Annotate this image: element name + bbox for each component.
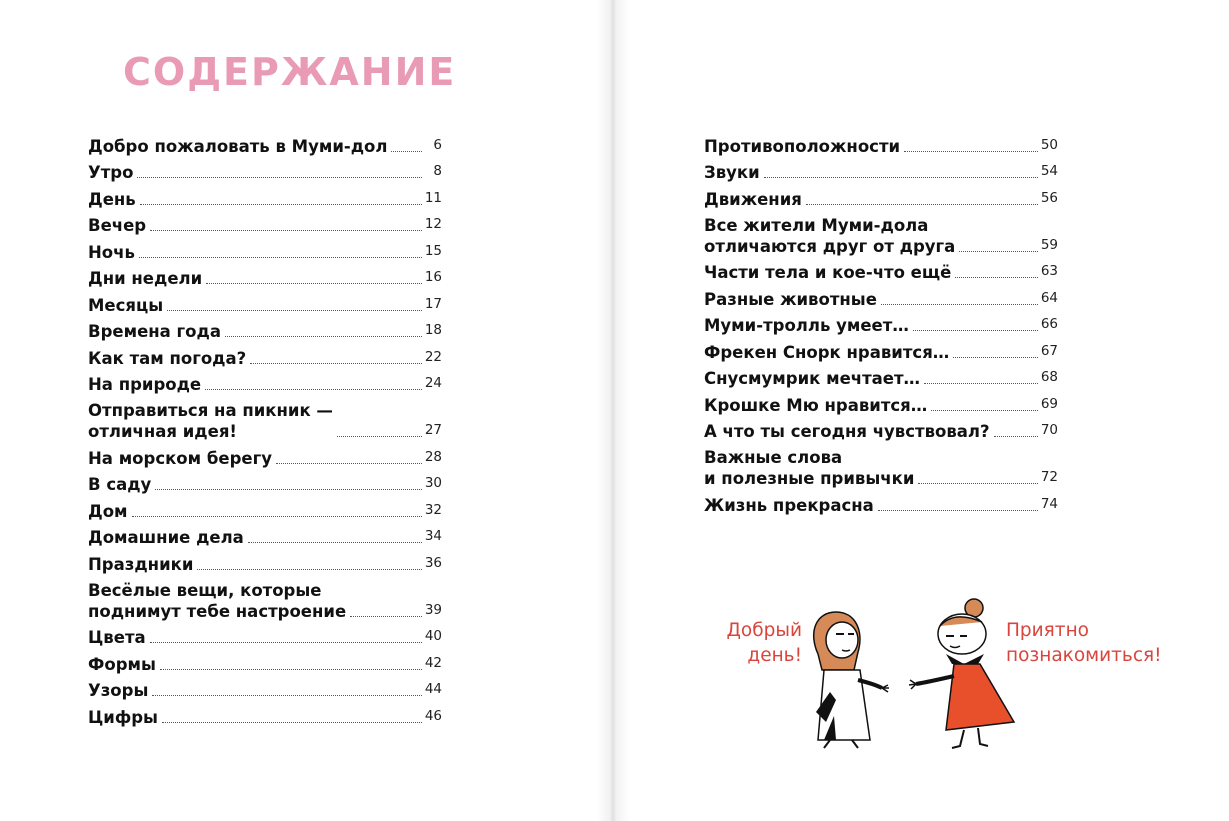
toc-entry-title: Снусмумрик мечтает… [704, 369, 921, 388]
toc-entry [88, 648, 442, 675]
toc-entry [88, 157, 442, 184]
toc-entry-title: Важные слова и полезные привычки [704, 448, 915, 488]
toc-entry [704, 336, 1058, 363]
toc-entry [88, 495, 442, 522]
toc-page-number: 69 [1040, 395, 1058, 412]
toc-page-number: 66 [1040, 316, 1058, 332]
toc-page-number: 36 [424, 554, 442, 571]
toc-entry [704, 489, 1058, 516]
toc-entry-title: Цвета [88, 628, 146, 647]
toc-entry-title: Части тела и кое-что ещё [704, 263, 952, 282]
toc-entry [704, 416, 1058, 443]
toc-entry-title: Времена года [88, 322, 221, 341]
toc-dot-leader [167, 309, 422, 311]
toc-entry-title: Все жители Муми-дола отличаются друг от друга [704, 215, 956, 256]
toc-entry [704, 283, 1058, 310]
toc-entry [88, 469, 442, 496]
toc-list-right [704, 130, 1058, 516]
toc-dot-leader [162, 721, 422, 723]
page-title: СОДЕРЖАНИЕ [123, 50, 457, 94]
toc-dot-leader [206, 282, 422, 284]
toc-entry [88, 522, 442, 549]
toc-entry [704, 257, 1058, 284]
toc-dot-leader [152, 694, 422, 696]
toc-entry-title: Жизнь прекрасна [704, 495, 874, 515]
toc-entry [704, 442, 1058, 489]
toc-page-number: 18 [424, 322, 442, 338]
toc-entry [88, 263, 442, 290]
toc-page-number: 15 [424, 242, 442, 259]
toc-page-number: 74 [1040, 495, 1058, 512]
speech-good-day: Добрый день! [726, 620, 802, 666]
toc-entry [88, 316, 442, 343]
toc-dot-leader [150, 641, 422, 643]
toc-page-number: 22 [424, 348, 442, 365]
toc-entry-title: Противоположности [704, 136, 901, 156]
toc-page-number: 11 [424, 189, 442, 206]
toc-dot-leader [994, 435, 1038, 437]
toc-entry-title: Звуки [704, 163, 760, 182]
toc-dot-leader [350, 615, 422, 617]
toc-entry-title: Домашние дела [88, 528, 244, 547]
toc-entry-title: Формы [88, 654, 156, 674]
toc-dot-leader [878, 509, 1038, 511]
toc-dot-leader [806, 203, 1038, 205]
toc-entry [88, 622, 442, 649]
toc-entry-title: Фрекен Снорк нравится… [704, 342, 950, 362]
toc-entry-title: На морском берегу [88, 448, 272, 468]
toc-dot-leader [150, 229, 422, 231]
toc-entry-title: Отправиться на пикник — отличная идея! [88, 401, 333, 441]
toc-entry-title: Добро пожаловать в Муми-дол [88, 136, 388, 156]
toc-page-number: 6 [433, 136, 442, 153]
toc-dot-leader [881, 303, 1038, 305]
toc-page-number: 27 [424, 422, 442, 438]
toc-page-number: 54 [1040, 163, 1058, 179]
toc-page-number: 56 [1040, 189, 1058, 206]
toc-page-number: 50 [1040, 136, 1058, 153]
toc-dot-leader [764, 176, 1038, 178]
toc-entry-title: Движения [704, 189, 802, 209]
toc-page-number: 68 [1040, 369, 1058, 385]
toc-entry-title: Дни недели [88, 269, 203, 288]
toc-entry-title: В саду [88, 475, 152, 494]
toc-page-number: 64 [1040, 289, 1058, 306]
toc-entry-title: Крошке Мю нравится… [704, 395, 928, 415]
toc-entry-title: А что ты сегодня чувствовал? [704, 422, 990, 441]
toc-page-number: 46 [424, 707, 442, 724]
toc-entry [88, 369, 442, 396]
toc-dot-leader [913, 329, 1038, 331]
toc-entry [88, 675, 442, 702]
toc-dot-leader [953, 356, 1038, 358]
toc-dot-leader [205, 388, 422, 390]
toc-entry [88, 289, 442, 316]
toc-entry [704, 363, 1058, 390]
toc-dot-leader [250, 362, 422, 364]
toc-dot-leader [391, 150, 422, 152]
toc-entry [88, 130, 442, 157]
little-my [909, 599, 1014, 748]
toc-entry-title: Вечер [88, 216, 147, 235]
toc-entry-title: Утро [88, 163, 134, 182]
toc-entry [704, 130, 1058, 157]
toc-entry [704, 210, 1058, 257]
toc-entry-title: Месяцы [88, 295, 164, 315]
toc-entry-title: Узоры [88, 681, 149, 700]
toc-entry-title: День [88, 189, 136, 209]
toc-entry-title: Разные животные [704, 289, 877, 309]
toc-page-number: 44 [424, 681, 442, 697]
toc-entry [88, 548, 442, 575]
toc-dot-leader [931, 409, 1038, 411]
toc-entry [88, 395, 442, 442]
toc-entry [88, 701, 442, 728]
toc-list-left [88, 130, 442, 728]
toc-dot-leader [137, 176, 422, 178]
toc-entry [88, 575, 442, 622]
characters-illustration [778, 592, 1018, 752]
toc-dot-leader [225, 335, 422, 337]
toc-page-number: 12 [424, 216, 442, 232]
left-page [0, 0, 612, 821]
toc-entry [704, 157, 1058, 184]
toc-page-number: 16 [424, 269, 442, 285]
toc-dot-leader [160, 668, 422, 670]
toc-entry-title: Праздники [88, 554, 194, 574]
toc-dot-leader [139, 256, 422, 258]
toc-page-number: 28 [424, 448, 442, 465]
toc-page-number: 32 [424, 501, 442, 518]
toc-page-number: 42 [424, 654, 442, 671]
toc-entry [88, 442, 442, 469]
toc-dot-leader [276, 462, 422, 464]
toc-entry-title: Муми-тролль умеет… [704, 316, 909, 335]
toc-page-number: 30 [424, 475, 442, 491]
toc-entry [704, 310, 1058, 337]
toc-dot-leader [924, 382, 1038, 384]
girl-white-dress [814, 612, 889, 748]
toc-page-number: 59 [1040, 236, 1058, 253]
speech-nice-to-meet: Приятно познакомиться! [1006, 620, 1162, 666]
toc-entry [704, 183, 1058, 210]
toc-entry-title: Цифры [88, 707, 158, 727]
toc-entry [88, 342, 442, 369]
toc-entry [704, 389, 1058, 416]
toc-page-number: 67 [1040, 342, 1058, 359]
toc-dot-leader [918, 482, 1038, 484]
toc-entry-title: Дом [88, 501, 128, 521]
toc-entry-title: Ночь [88, 242, 135, 262]
toc-dot-leader [132, 515, 422, 517]
toc-dot-leader [248, 541, 422, 543]
toc-page-number: 34 [424, 528, 442, 544]
toc-entry-title: На природе [88, 375, 202, 394]
toc-dot-leader [197, 568, 422, 570]
toc-entry [88, 236, 442, 263]
toc-dot-leader [140, 203, 422, 205]
toc-page-number: 40 [424, 628, 442, 644]
toc-page-number: 17 [424, 295, 442, 312]
toc-dot-leader [955, 276, 1038, 278]
toc-page-number: 70 [1040, 422, 1058, 438]
toc-dot-leader [904, 150, 1038, 152]
toc-dot-leader [155, 488, 422, 490]
toc-entry-title: Как там погода? [88, 348, 247, 368]
toc-dot-leader [337, 435, 422, 437]
toc-page-number: 72 [1040, 469, 1058, 485]
toc-page-number: 24 [424, 375, 442, 391]
toc-page-number: 8 [433, 163, 442, 179]
toc-entry [88, 183, 442, 210]
toc-entry [88, 210, 442, 237]
toc-entry-title: Весёлые вещи, которые поднимут тебе настроение [88, 580, 347, 621]
toc-dot-leader [959, 250, 1038, 252]
toc-page-number: 39 [424, 601, 442, 618]
toc-page-number: 63 [1040, 263, 1058, 279]
